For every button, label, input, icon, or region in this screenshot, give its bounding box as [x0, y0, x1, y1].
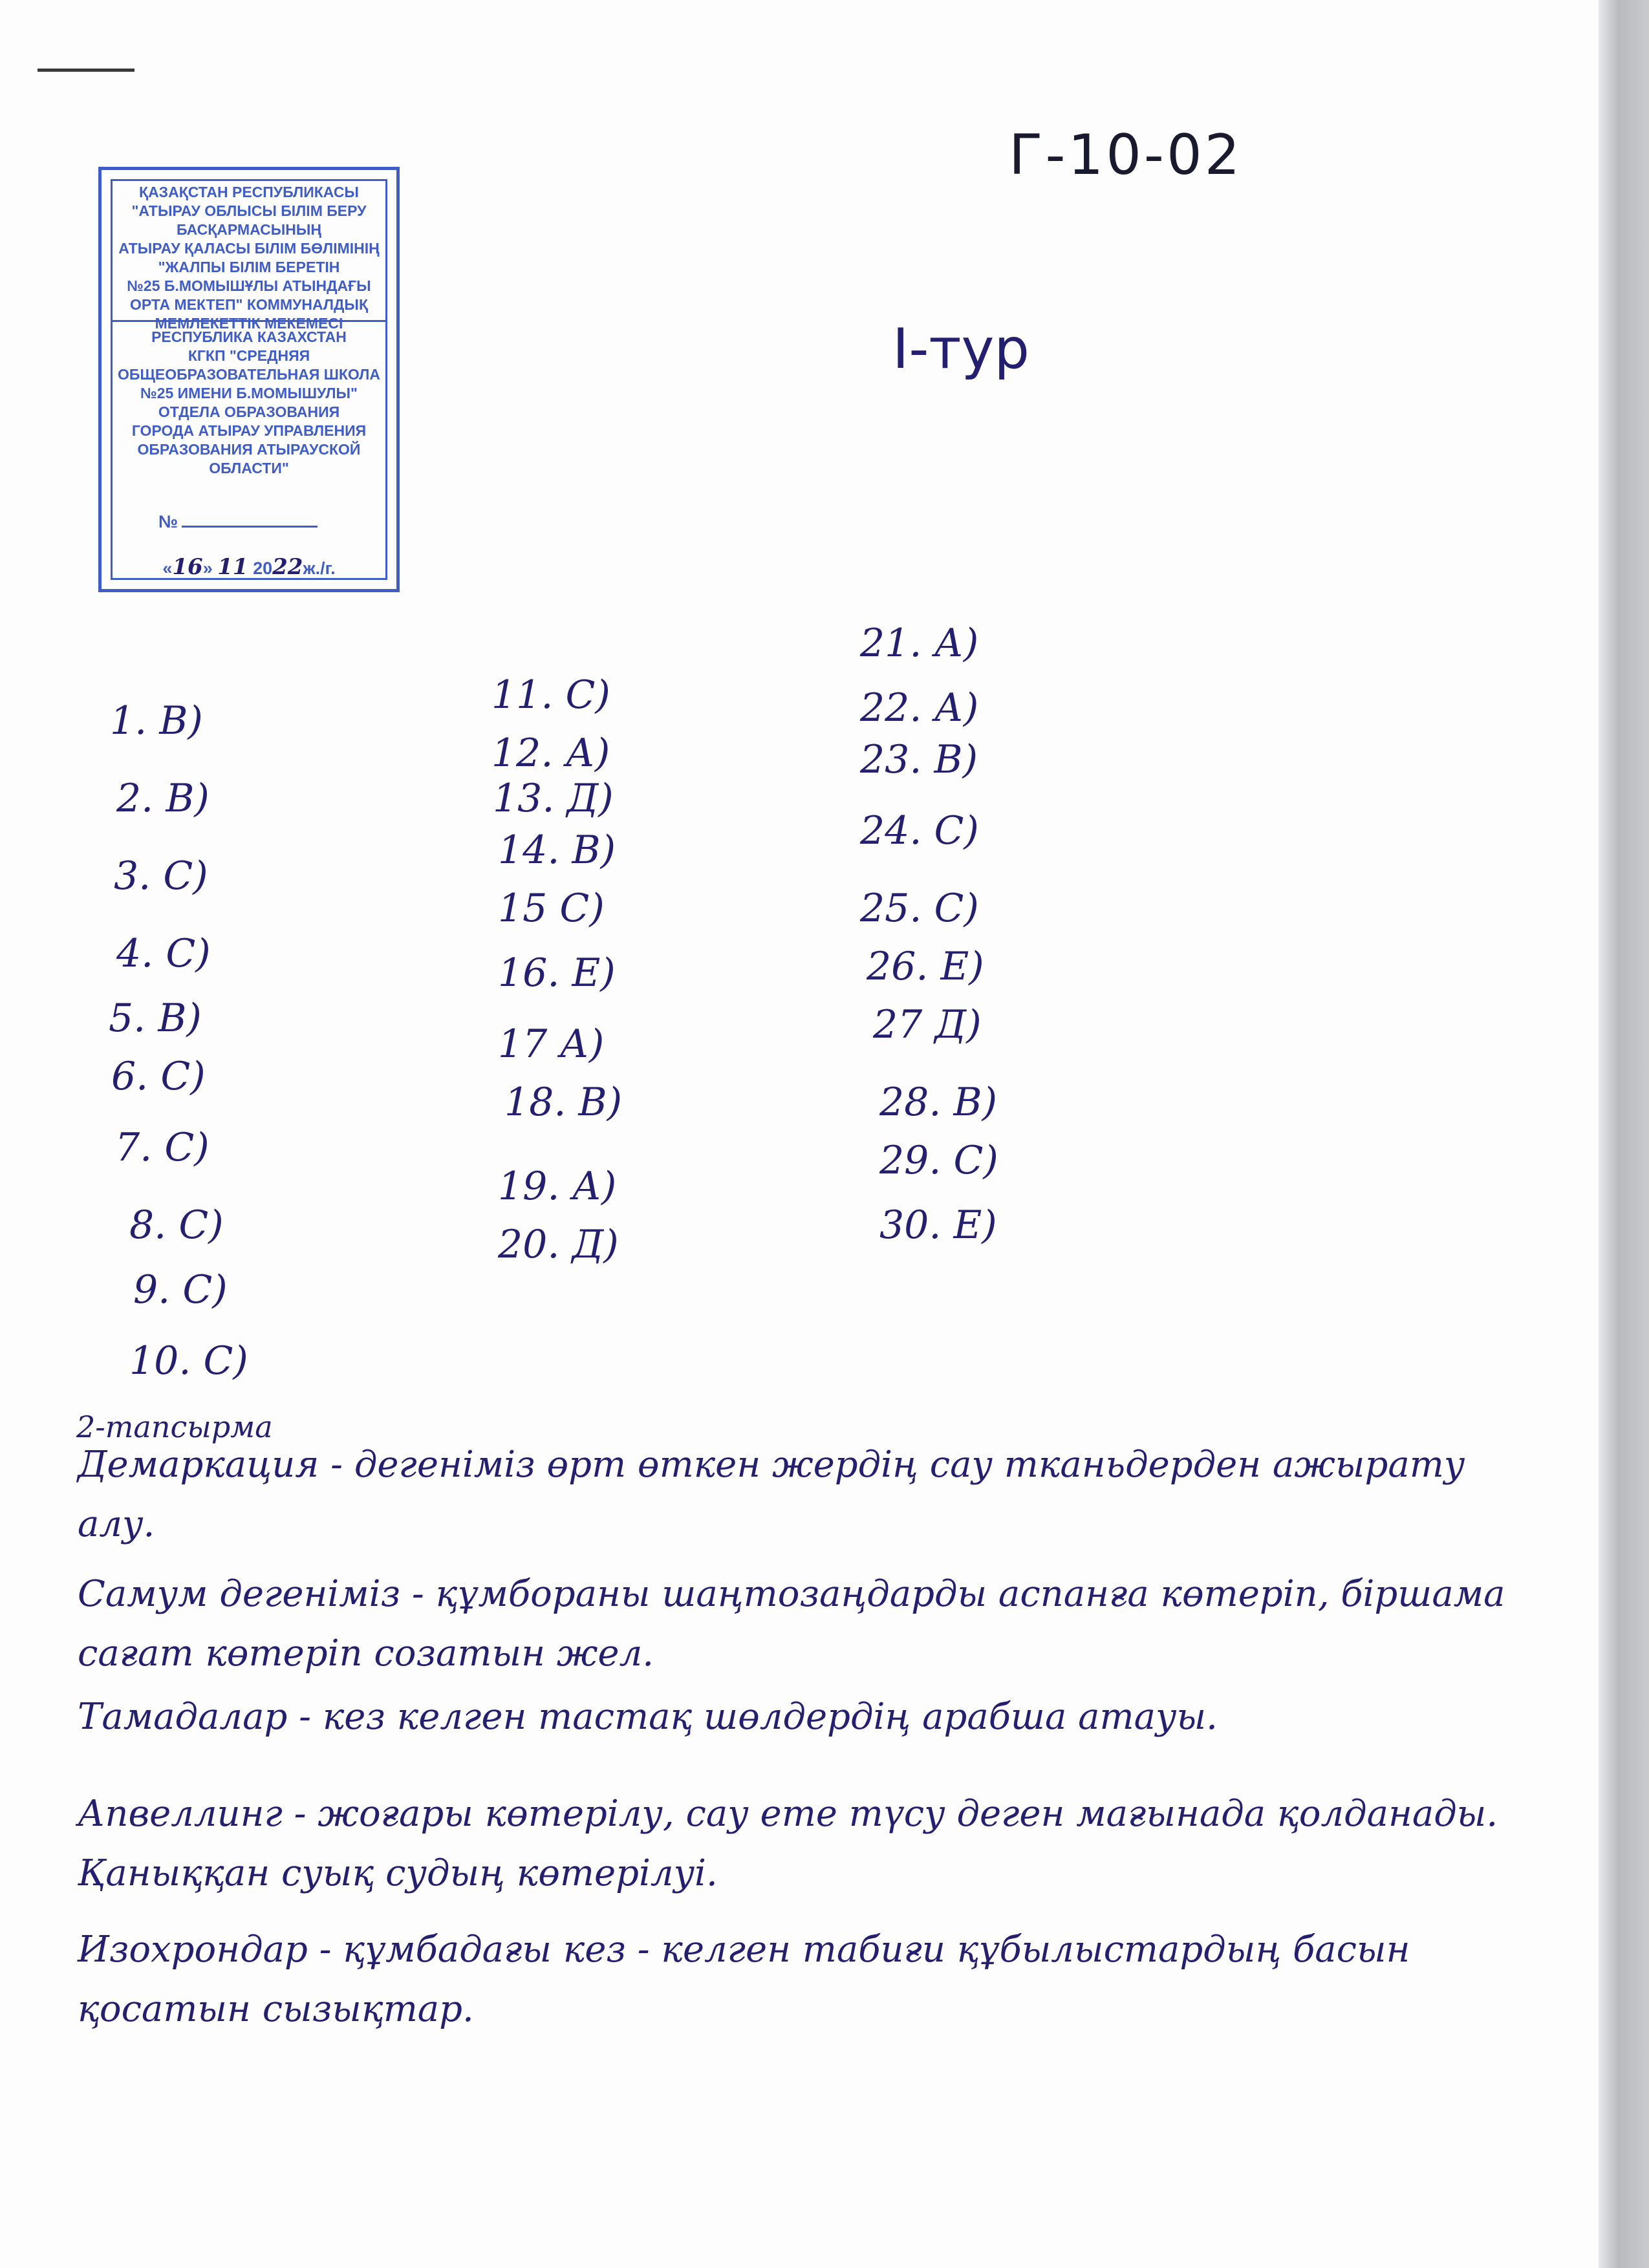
definition-paragraph: Изохрондар - құмбадағы кез - келген табиғи құбылыстардың басын қосатын сызықтар.: [78, 1929, 1410, 2030]
answer-item: 24. С): [860, 808, 979, 853]
stamp-date-suffix: ж./г.: [303, 559, 336, 578]
answer-item: 25. С): [860, 886, 979, 931]
answer-item: 30. Е): [879, 1203, 997, 1248]
stamp-line: ОБЛАСТИ": [209, 460, 289, 476]
definition-paragraph: Тамадалар - кез келген тастақ шөлдердің арабша атауы.: [78, 1696, 1218, 1738]
answer-item: 1. В): [110, 698, 203, 744]
stamp-line: №25 ИМЕНИ Б.МОМЫШУЛЫ": [140, 385, 358, 401]
stamp-date-mid: »: [202, 559, 213, 578]
stamp-line: №25 Б.МОМЫШҰЛЫ АТЫНДАҒЫ: [127, 277, 371, 294]
answer-item: 22. А): [860, 685, 979, 731]
stamp-date: [114, 554, 383, 580]
answer-item: 23. В): [860, 737, 978, 782]
stamp-year-suffix: 22: [272, 554, 303, 580]
definition-paragraph: Апвеллинг - жоғары көтерілу, сау ете түсу деген мағынада қолданады. Қаныққан суық судың көтерілуі.: [78, 1793, 1498, 1894]
stamp-line: АТЫРАУ ҚАЛАСЫ БІЛІМ БӨЛІМІНІҢ: [118, 240, 380, 257]
stamp-month: 11: [217, 554, 248, 580]
answer-item: 11. С): [491, 672, 610, 718]
stamp-number-field: [158, 510, 318, 531]
stamp-line: ОРТА МЕКТЕП" КОММУНАЛДЫҚ: [130, 296, 368, 313]
corner-dash: [38, 69, 135, 72]
answer-item: 6. С): [111, 1054, 206, 1099]
stamp-line: "ЖАЛПЫ БІЛІМ БЕРЕТІН: [158, 259, 340, 275]
school-stamp: [98, 167, 400, 592]
stamp-line: БАСҚАРМАСЫНЫҢ: [176, 221, 322, 238]
stamp-line: ОТДЕЛА ОБРАЗОВАНИЯ: [158, 403, 340, 420]
answer-item: 8. С): [129, 1203, 224, 1248]
stamp-line: МЕМЛЕКЕТТІК МЕКЕМЕСІ: [155, 315, 343, 332]
definition-paragraph: Самум дегеніміз - құмбораны шаңтозаңдарды аспанға көтеріп, біршама сағат көтеріп созатын жел.: [78, 1573, 1505, 1674]
tour-heading: I-тур: [892, 317, 1029, 381]
stamp-line: ОБРАЗОВАНИЯ АТЫРАУСКОЙ: [137, 441, 361, 458]
answer-item: 28. В): [879, 1080, 997, 1125]
answer-item: 18. В): [504, 1080, 622, 1125]
answer-item: 3. С): [114, 853, 208, 899]
answer-item: 17 А): [498, 1022, 605, 1067]
stamp-year-prefix: 20: [253, 559, 273, 578]
section-title: 2-тапсырма: [76, 1409, 273, 1444]
scan-edge-shadow: [1599, 0, 1649, 2268]
answer-item: 4. С): [116, 931, 211, 976]
stamp-number-label: №: [158, 512, 178, 531]
answer-item: 26. Е): [867, 944, 984, 989]
stamp-kazakh-text: [114, 183, 383, 333]
answer-item: 14. В): [498, 828, 616, 873]
stamp-divider: [111, 320, 387, 322]
answer-item: 19. А): [498, 1164, 617, 1209]
stamp-line: ҚАЗАҚСТАН РЕСПУБЛИКАСЫ: [139, 184, 359, 200]
answer-item: 7. С): [115, 1125, 210, 1170]
answer-item: 21. А): [860, 621, 979, 666]
stamp-line: КГКП "СРЕДНЯЯ: [188, 347, 310, 364]
stamp-line: "АТЫРАУ ОБЛЫСЫ БІЛІМ БЕРУ: [131, 202, 367, 219]
answer-item: 29. С): [879, 1138, 998, 1183]
stamp-day: 16: [172, 554, 203, 580]
answer-item: 12. А): [491, 731, 610, 776]
answer-item: 2. В): [116, 776, 210, 821]
answer-item: 15 С): [498, 886, 605, 931]
stamp-russian-text: [114, 328, 383, 478]
answer-item: 9. С): [133, 1267, 228, 1312]
stamp-date-open: «: [162, 559, 173, 578]
stamp-line: ГОРОДА АТЫРАУ УПРАВЛЕНИЯ: [131, 422, 367, 439]
answer-item: 20. Д): [498, 1222, 619, 1267]
definition-paragraph: Демаркация - дегеніміз өрт өткен жердің сау тканьдерден ажырату алу.: [78, 1444, 1465, 1545]
answer-item: 16. Е): [498, 950, 616, 996]
answer-item: 13. Д): [493, 776, 614, 821]
stamp-line: ОБЩЕОБРАЗОВАТЕЛЬНАЯ ШКОЛА: [118, 366, 380, 383]
document-code: Г-10-02: [1009, 123, 1243, 187]
answer-item: 27 Д): [873, 1002, 982, 1047]
answer-item: 5. В): [109, 996, 202, 1041]
answer-item: 10. С): [129, 1338, 248, 1384]
stamp-line: РЕСПУБЛИКА КАЗАХСТАН: [151, 328, 347, 345]
